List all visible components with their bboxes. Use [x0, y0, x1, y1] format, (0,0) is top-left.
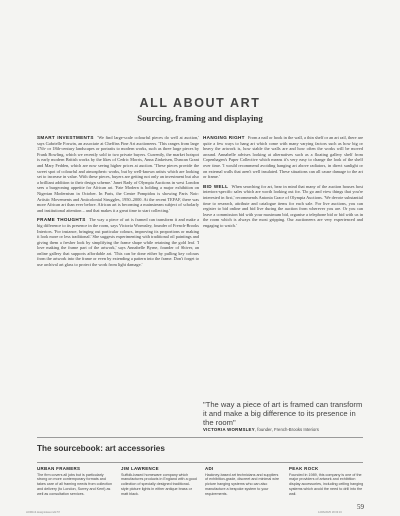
body-hanging-right: From a nail or hook in the wall, a thin shelf or an art rail, there are quite a few ways to hang art which come with many varying factors such as how big or heavy the artwork is, how stable the walls are and how often the works will be moved around. Annabelle advises looking at alternatives such as a floating gallery shelf from Copenhagen's Paper Collective which means it's very easy to change the look of the shelf over time. 'I would recommend avoiding hanging art above radiators, in direct sunlight or on external walls that aren't well insulated. These situations can all cause damage to the art or frame.' — [203, 135, 363, 180]
left-column — [37, 135, 199, 272]
paragraph-bid-well — [203, 184, 363, 229]
sourcebook-entry-text: The firm covers all jobs but is particularly strong on more contemporary formats and takes care of all framing needs from collection and delivery (to London, Surrey and Kent) as well as consultation services. — [37, 472, 113, 496]
divider-bottom — [37, 462, 363, 463]
paragraph-smart-investments — [37, 135, 199, 213]
sourcebook-entry — [205, 467, 281, 496]
section-title: ALL ABOUT ART — [139, 96, 261, 110]
sourcebook-entry-name: URBAN FRAMERS — [37, 466, 81, 471]
subhead-hanging-right: HANGING RIGHT — [203, 135, 245, 140]
sourcebook-entry-name: ADI — [205, 466, 214, 471]
divider-top — [37, 437, 363, 438]
paragraph-frame-thoughts — [37, 217, 199, 267]
subhead-smart-investments: SMART INVESTMENTS — [37, 135, 94, 140]
sourcebook-title: The sourcebook: art accessories — [37, 444, 165, 453]
subhead-bid-well: BID WELL — [203, 183, 229, 189]
sourcebook-entry — [37, 467, 113, 496]
pull-quote: "The way a piece of art is framed can transform it and make a big difference to its presence in the room" — [203, 400, 363, 427]
sourcebook-entry — [289, 467, 365, 496]
sourcebook-entry-text: Hackney-based art technicians and suppliers of exhibition-grade, discreet and minimal wire picture hanging systems who can also manufacture a bespoke system to your requirements. — [205, 472, 279, 496]
sourcebook-entry-name: PEAK ROCK — [289, 466, 319, 471]
body-smart-investments: 'We find large-scale colourful pieces do well at auction,' says Gabrielle Foswin, an associate at Cheffins Fine Art auctioneers. 'This ranges from large 17th- or 18th-century landscapes or portraits to modern works, such as three large pieces by Frank Bowling, which we recently sold to two private buyers. Currently, the market hotspot is early modern British works by the likes of Cedric Morris, Anna Zinkeisen, Duncan Grant and Mary Fedden, which are now seeing higher prices at auction. 'These pieces provide the sweet spot of colourful and atmospheric works, but by well-known artists which are looking set to increase in value. With these pieces, buyers are getting not only an investment but also a brilliant addition to their design scheme.' Janet Rady of Olympia Auctions in west London sees a burgeoning appetite for African art. 'Fate Modern is holding a major exhibition on Nigerian Modernism in October. In Paris, the Centre Pompidou is showing Paris Noir: Artistic Movements and Anticolonial Struggles, 1950–2000. At the recent TEFAF, there was more African art than ever before. African art is becoming a mainstream subject of scholarly and institutional attention – and that makes it a great time to start collecting.' — [37, 135, 200, 213]
pull-quote-name: VICTORIA WORMSLEY — [203, 427, 255, 432]
right-column — [203, 135, 363, 233]
section-subtitle: Sourcing, framing and displaying — [137, 113, 263, 123]
sourcebook-entry — [121, 467, 197, 496]
sourcebook-entry-name: JIM LAWRENCE — [121, 466, 159, 471]
sourcebook-entry-text: Suffolk-based homeware company which manufactures products in England with a good collection of specially designed traditional-style picture lights in either antique brass or matt black. — [121, 472, 197, 496]
pull-quote-role: , founder, French-Brooks Interiors — [254, 427, 319, 432]
print-slug: HOM113.designideas.indd 57 — [26, 511, 60, 514]
page-number: 59 — [357, 503, 364, 511]
body-bid-well: When searching for art, bear in mind that many of the auction houses host interiors-specific sales which are worth looking out for. 'Do go and view things that you're interested in first,' recommends Antonia Grace of Olympia Auctions. 'We devote substantial time to research, attribute and catalogue items for each sale. For live auctions, you can register to bid online and bid live during the auction from wherever you are. Or you can leave a commission bid with your maximum bid, organise a telephone bid or bid with us in the room which is always the most gripping. Our auctioneers are very experienced and engaging to watch.' — [203, 183, 363, 228]
print-slug-date: 12/06/2025 18:33:16 — [318, 511, 342, 514]
pull-quote-attribution — [203, 427, 373, 432]
body-frame-thoughts: The way a piece of art is framed can transform it and make a big difference to its presence in the room, says Victoria Wormsley, founder of French-Brooks Interiors. 'For instance, bringing out particular colours, improving its proportions or making it look more or less traditional.' She suggests experimenting with traditional oil paintings and giving them a fresher look by simplifying the frame shape while retaining the gold leaf. 'I love making the frame part of the artwork,' says Annabelle Byrne, founder of Shiver, an online gallery that supports affordable art. 'This can be done either by pulling key colours from the artwork into the frame or even by extending a pattern into the frame. Don't forget to use archival art glass to protect the work from light damage.' — [37, 217, 199, 268]
sourcebook-entry-text: Founded in 1989, this company is one of the major providers of artwork and exhibition display accessories, including ceiling hanging systems which avoid the need to drill into the wall. — [289, 472, 364, 496]
subhead-frame-thoughts: FRAME THOUGHTS — [37, 217, 86, 223]
paragraph-hanging-right — [203, 135, 363, 180]
